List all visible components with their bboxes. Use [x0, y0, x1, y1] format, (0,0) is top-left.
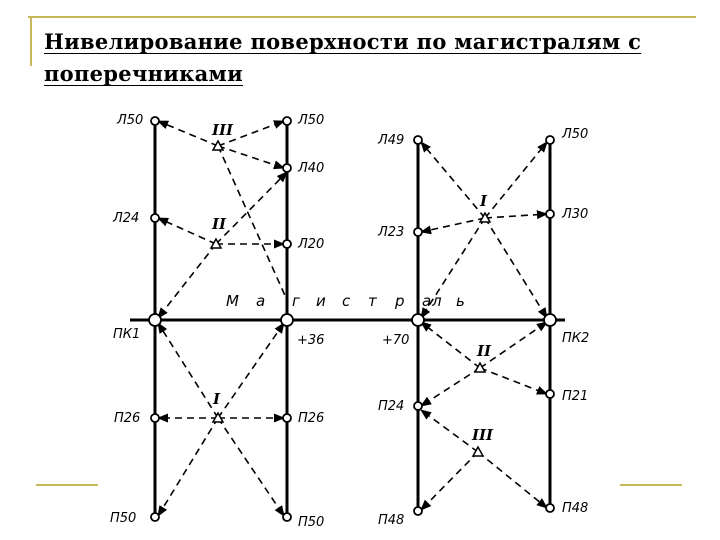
station-right-III-triangle: [473, 447, 483, 456]
label-pk2: ПК2: [562, 331, 590, 346]
label-r-p48: П48: [562, 501, 589, 516]
svg-text:с: с: [342, 292, 351, 310]
svg-text:р: р: [395, 292, 405, 310]
station-right-I-label: I: [480, 192, 488, 210]
label-c1-p50: П50: [298, 515, 325, 530]
station-right-III-label: III: [472, 426, 494, 444]
label-r-l30: Л30: [562, 207, 589, 222]
label-r-p21: П21: [562, 389, 589, 404]
label-c2-p48: П48: [378, 513, 405, 528]
label-tl-top: Л50: [117, 113, 144, 128]
label-r-l50: Л50: [562, 127, 589, 142]
label-c1-l40: Л40: [298, 161, 325, 176]
svg-text:а: а: [422, 292, 432, 310]
svg-text:а: а: [256, 292, 266, 310]
station-labels: [211, 121, 494, 444]
label-c1-p26: П26: [298, 411, 325, 426]
label-pk1: ПК1: [113, 327, 141, 342]
label-c2-l49: Л49: [378, 133, 405, 148]
label-tl-mid: Л24: [113, 211, 140, 226]
label-c2-l23: Л23: [378, 225, 405, 240]
label-tl-bot: П50: [110, 511, 137, 526]
svg-text:л: л: [432, 292, 442, 310]
station-left-III-label: III: [212, 121, 234, 139]
label-tl-low: П26: [114, 411, 141, 426]
svg-text:ь: ь: [456, 292, 465, 310]
label-c2-p24: П24: [378, 399, 405, 414]
svg-text:г: г: [292, 292, 300, 310]
station-left-II-label: II: [212, 215, 227, 233]
svg-text:т: т: [368, 292, 377, 310]
label-c2-70: +70: [382, 333, 410, 348]
label-c1-l20: Л20: [298, 237, 325, 252]
slide-title-text: Нивелирование поверхности по магистралям с поперечниками: [44, 29, 642, 86]
svg-text:М: М: [226, 292, 239, 310]
magistral-caption: [226, 292, 465, 310]
station-left-I-label: I: [213, 390, 221, 408]
svg-text:и: и: [316, 292, 326, 310]
station-right-II-label: II: [477, 342, 492, 360]
station-markers: [211, 141, 490, 456]
label-c1-36: +36: [297, 333, 325, 348]
label-c1-top: Л50: [298, 113, 325, 128]
